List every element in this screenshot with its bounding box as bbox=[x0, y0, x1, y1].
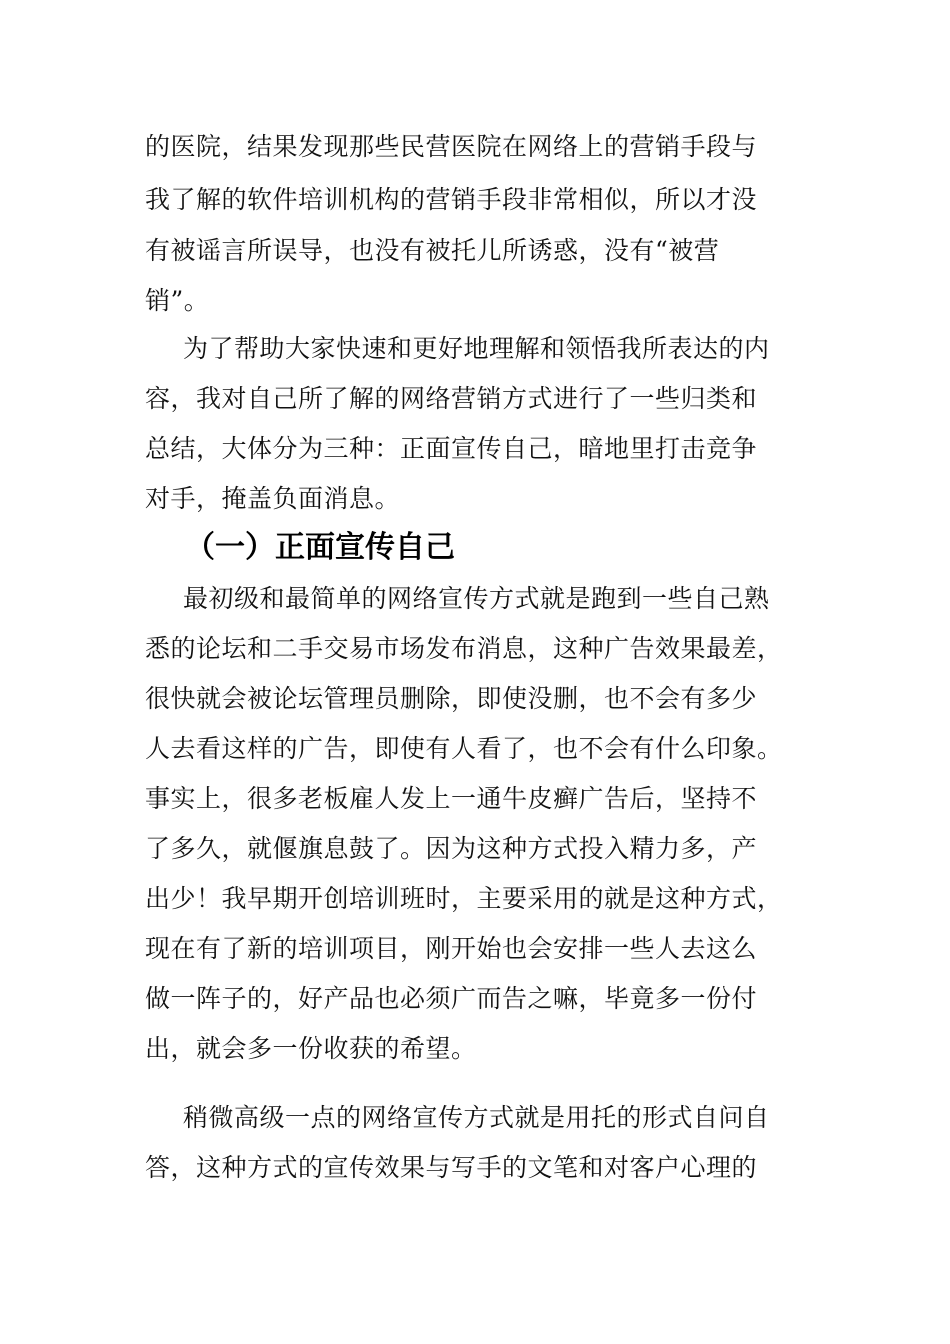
paragraph-3-line-4: 人去看这样的广告，即使有人看了，也不会有什么印象。 bbox=[145, 734, 783, 763]
paragraph-3-line-10: 出，就会多一份收获的希望。 bbox=[145, 1034, 477, 1063]
paragraph-2-line-3: 总结，大体分为三种：正面宣传自己，暗地里打击竞争 bbox=[145, 434, 758, 463]
paragraph-3-line-8: 现在有了新的培训项目，刚开始也会安排一些人去这么 bbox=[145, 934, 758, 963]
paragraph-3-line-7: 出少！我早期开创培训班时，主要采用的就是这种方式， bbox=[145, 884, 783, 913]
paragraph-2-line-1: 为了帮助大家快速和更好地理解和领悟我所表达的内 bbox=[183, 334, 770, 363]
paragraph-1-line-1: 的医院，结果发现那些民营医院在网络上的营销手段与 bbox=[145, 132, 758, 161]
paragraph-3-line-3: 很快就会被论坛管理员删除，即使没删，也不会有多少 bbox=[145, 684, 758, 713]
paragraph-4-line-2: 答，这种方式的宣传效果与写手的文笔和对客户心理的 bbox=[145, 1153, 758, 1182]
section-heading: （一）正面宣传自己 bbox=[185, 530, 455, 565]
paragraph-3-line-9: 做一阵子的，好产品也必须广而告之嘛，毕竟多一份付 bbox=[145, 984, 758, 1013]
paragraph-3-line-2: 悉的论坛和二手交易市场发布消息，这种广告效果最差， bbox=[145, 634, 783, 663]
paragraph-1-line-4: 销”。 bbox=[145, 286, 210, 315]
paragraph-2-line-2: 容，我对自己所了解的网络营销方式进行了一些归类和 bbox=[145, 384, 758, 413]
paragraph-3-line-6: 了多久，就偃旗息鼓了。因为这种方式投入精力多，产 bbox=[145, 834, 758, 863]
paragraph-1-line-3: 有被谣言所误导，也没有被托儿所诱惑，没有“被营 bbox=[145, 236, 720, 265]
paragraph-2-line-4: 对手，掩盖负面消息。 bbox=[145, 484, 401, 513]
paragraph-1-line-2: 我了解的软件培训机构的营销手段非常相似，所以才没 bbox=[145, 185, 758, 214]
paragraph-3-line-1: 最初级和最简单的网络宣传方式就是跑到一些自己熟 bbox=[183, 584, 770, 613]
paragraph-3-line-5: 事实上，很多老板雇人发上一通牛皮癣广告后，坚持不 bbox=[145, 784, 758, 813]
paragraph-4-line-1: 稍微高级一点的网络宣传方式就是用托的形式自问自 bbox=[183, 1103, 770, 1132]
